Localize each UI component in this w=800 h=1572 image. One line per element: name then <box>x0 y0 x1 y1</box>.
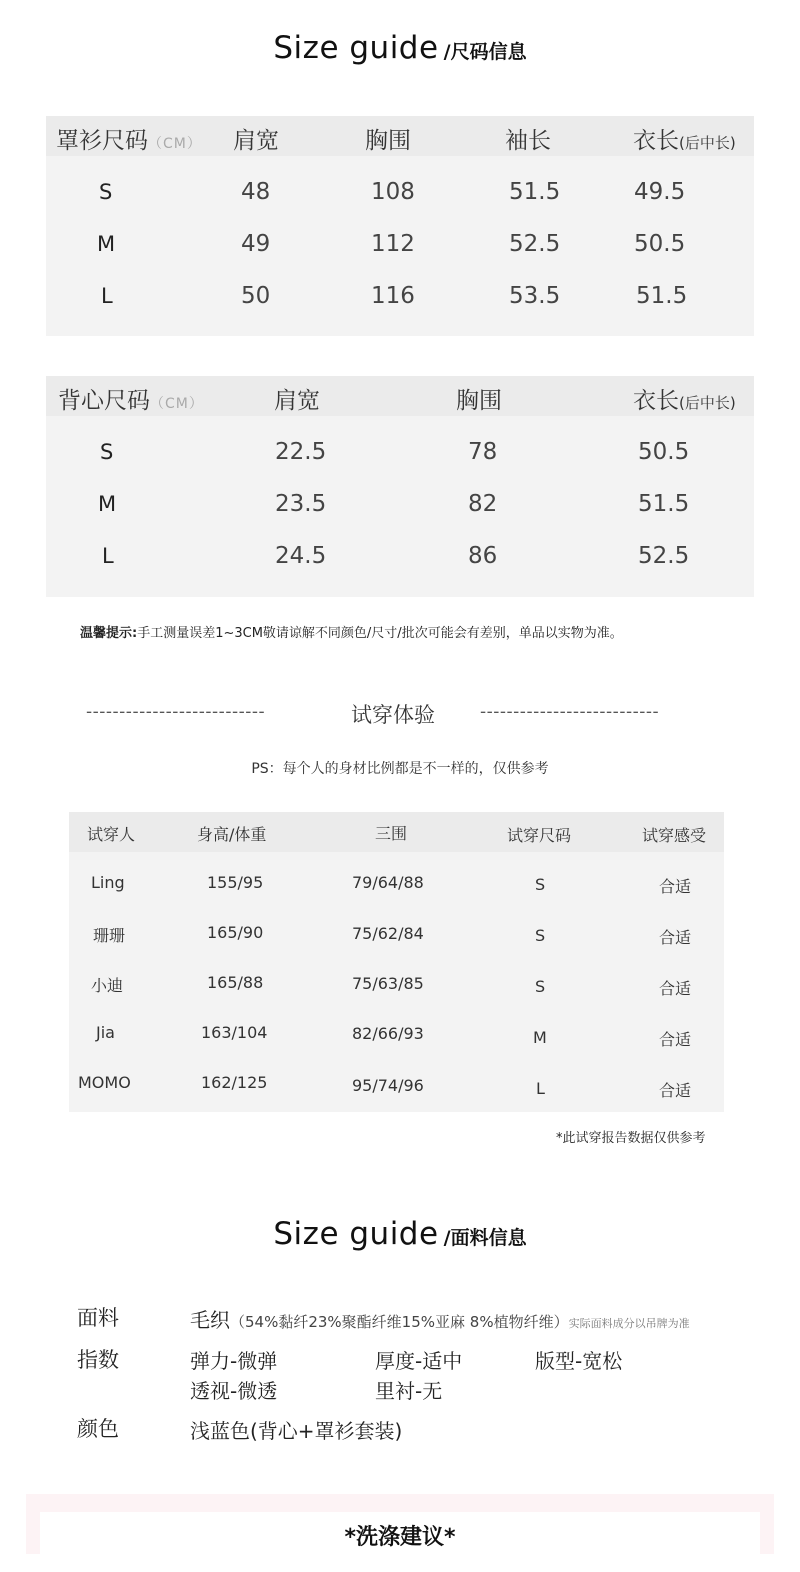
tryon-table <box>69 812 724 1112</box>
shirt-cell: 49 <box>241 231 271 257</box>
material-note: 实际面料成分以吊牌为准 <box>568 1317 690 1330</box>
tryon-cell: 95/74/96 <box>352 1076 424 1095</box>
divider-left: --------------------------- <box>86 702 266 722</box>
tryon-cell: MOMO <box>78 1073 131 1092</box>
shirt-size-header-label: 罩衫尺码 <box>56 128 148 154</box>
tryon-cell: 75/62/84 <box>352 924 424 943</box>
tryon-cell: S <box>535 977 546 996</box>
tryon-cell: 合适 <box>659 1030 692 1049</box>
tryon-cell: Ling <box>91 873 125 892</box>
tryon-cell: 珊珊 <box>93 926 126 945</box>
divider-right: --------------------------- <box>480 702 660 722</box>
color-label: 颜色 <box>77 1417 119 1441</box>
index-thickness: 厚度-适中 <box>375 1349 463 1373</box>
vest-length-header-label: 衣长 <box>633 388 679 414</box>
tip-label: 温馨提示: <box>80 626 138 641</box>
tryon-cell: 82/66/93 <box>352 1024 424 1043</box>
tryon-cell: 合适 <box>659 928 692 947</box>
tryon-footnote: *此试穿报告数据仅供参考 <box>556 1131 706 1146</box>
index-lining: 里衬-无 <box>375 1379 443 1403</box>
tryon-cell: Jia <box>96 1023 115 1042</box>
tryon-cell: 165/88 <box>207 973 264 992</box>
vest-cell: 23.5 <box>275 491 327 517</box>
tryon-cell: 162/125 <box>201 1073 268 1092</box>
tryon-title: 试穿体验 <box>351 703 435 727</box>
shirt-cell: 51.5 <box>509 179 561 205</box>
vest-shoulder-header: 肩宽 <box>274 388 320 414</box>
vest-length-note: (后中长) <box>679 394 736 412</box>
fabric-title-main: Size guide <box>273 1216 439 1252</box>
shirt-length-header <box>633 122 736 155</box>
tryon-cell: L <box>536 1079 545 1098</box>
vest-size-l: L <box>102 544 114 568</box>
tryon-cell: 合适 <box>659 1081 692 1100</box>
tryon-header-height-weight: 身高/体重 <box>197 825 267 844</box>
tryon-cell: 75/63/85 <box>352 974 424 993</box>
fabric-title <box>0 1216 800 1252</box>
material-composition: （54%黏纤23%聚酯纤维15%亚麻 8%植物纤维） <box>230 1313 569 1331</box>
tryon-cell: 165/90 <box>207 923 264 942</box>
shirt-cell: 50 <box>241 283 271 309</box>
shirt-length-header-label: 衣长 <box>633 128 679 154</box>
shirt-size-table <box>46 116 754 336</box>
shirt-cell: 49.5 <box>634 179 686 205</box>
material-label: 面料 <box>77 1306 119 1330</box>
tryon-header-feeling: 试穿感受 <box>642 826 707 845</box>
vest-cell: 82 <box>468 491 498 517</box>
tryon-cell: M <box>533 1028 547 1047</box>
shirt-cell: 48 <box>241 179 271 205</box>
shirt-length-note: (后中长) <box>679 134 736 152</box>
vest-cell: 24.5 <box>275 543 327 569</box>
shirt-cell: 51.5 <box>636 283 688 309</box>
vest-size-header <box>58 382 204 415</box>
fabric-title-sub: /面料信息 <box>443 1227 527 1249</box>
shirt-size-s: S <box>99 180 113 204</box>
tryon-cell: 合适 <box>659 877 692 896</box>
shirt-cell: 112 <box>371 231 415 257</box>
tryon-header-size: 试穿尺码 <box>507 826 572 845</box>
shirt-cell: 52.5 <box>509 231 561 257</box>
material-main: 毛织 <box>190 1308 230 1332</box>
index-label: 指数 <box>77 1348 119 1372</box>
tryon-cell: S <box>535 926 546 945</box>
shirt-shoulder-header: 肩宽 <box>233 128 279 154</box>
shirt-cell: 53.5 <box>509 283 561 309</box>
wash-advice-panel <box>26 1494 774 1554</box>
index-fit: 版型-宽松 <box>535 1349 623 1373</box>
vest-cell: 50.5 <box>638 439 690 465</box>
tryon-cell: 合适 <box>659 979 692 998</box>
tryon-cell: S <box>535 875 546 894</box>
shirt-cell: 108 <box>371 179 415 205</box>
material-value <box>190 1304 690 1333</box>
tryon-ps: PS：每个人的身材比例都是不一样的，仅供参考 <box>251 761 549 777</box>
vest-size-table <box>46 376 754 597</box>
shirt-size-l: L <box>101 284 113 308</box>
vest-chest-header: 胸围 <box>456 388 502 414</box>
wash-advice-card <box>40 1512 760 1572</box>
color-value: 浅蓝色(背心+罩衫套装) <box>190 1419 403 1443</box>
shirt-size-m: M <box>97 232 116 256</box>
shirt-unit-label: （CM） <box>148 136 202 152</box>
size-guide-subtitle: /尺码信息 <box>443 41 527 63</box>
vest-size-s: S <box>100 440 114 464</box>
shirt-chest-header: 胸围 <box>365 128 411 154</box>
tryon-cell: 小迪 <box>91 976 124 995</box>
shirt-cell: 50.5 <box>634 231 686 257</box>
vest-length-header <box>633 382 736 415</box>
vest-cell: 52.5 <box>638 543 690 569</box>
page-title <box>0 30 800 66</box>
vest-size-m: M <box>98 492 117 516</box>
vest-size-header-label: 背心尺码 <box>58 388 150 414</box>
shirt-sleeve-header: 袖长 <box>505 128 551 154</box>
vest-cell: 86 <box>468 543 498 569</box>
index-sheerness: 透视-微透 <box>190 1379 278 1403</box>
shirt-cell: 116 <box>371 283 415 309</box>
tryon-header-person: 试穿人 <box>87 825 136 844</box>
tryon-cell: 79/64/88 <box>352 873 424 892</box>
vest-cell: 51.5 <box>638 491 690 517</box>
shirt-size-header <box>56 122 202 155</box>
tryon-cell: 163/104 <box>201 1023 268 1042</box>
vest-cell: 78 <box>468 439 498 465</box>
size-guide-title: Size guide <box>273 30 439 66</box>
measurement-tip <box>80 622 623 641</box>
tip-text: 手工测量误差1~3CM敬请谅解不同颜色/尺寸/批次可能会有差别，单品以实物为准。 <box>137 626 623 641</box>
vest-cell: 22.5 <box>275 439 327 465</box>
vest-unit-label: （CM） <box>150 396 204 412</box>
tryon-cell: 155/95 <box>207 873 264 892</box>
wash-advice-title: *洗涤建议* <box>344 1525 456 1550</box>
index-elasticity: 弹力-微弹 <box>190 1349 278 1373</box>
tryon-header-measurements: 三围 <box>375 824 408 843</box>
